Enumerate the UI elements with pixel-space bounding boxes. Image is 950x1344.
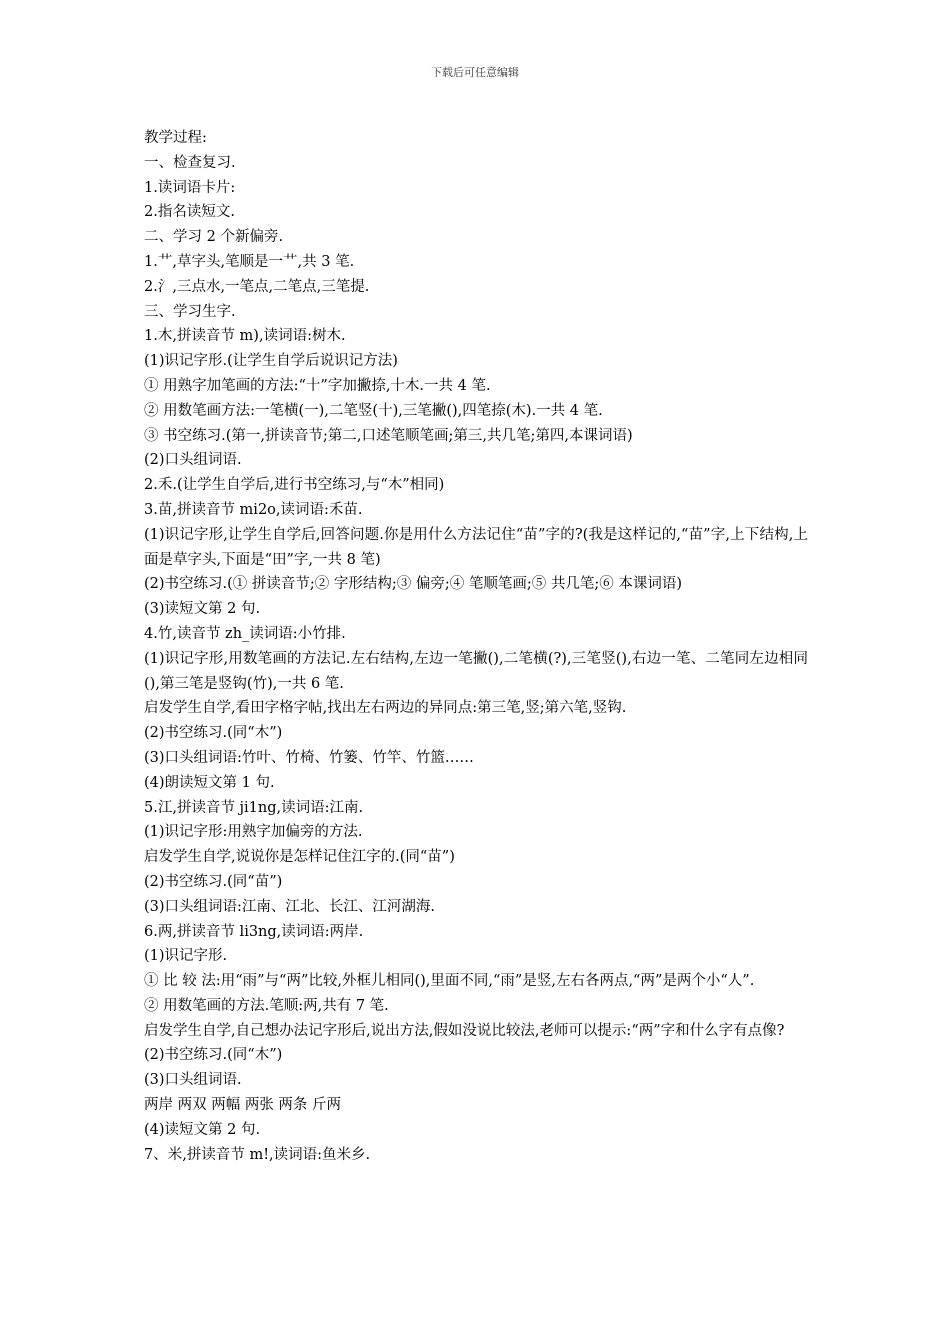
text-line: (2)书空练习.(同“苗”)	[144, 873, 283, 890]
document-body	[144, 126, 808, 1167]
text-line: ② 用数笔画方法:一笔横(一),二笔竖(十),三笔撇(),四笔捺(木).一共 4 笔.	[144, 402, 603, 419]
text-line: 启发学生自学,看田字格字帖,找出左右两边的异同点:第三笔,竖;第六笔,竖钩.	[144, 700, 627, 717]
text-line: 教学过程:	[144, 130, 207, 146]
text-line: 二、学习 2 个新偏旁.	[144, 229, 284, 246]
text-paragraph: (1)识记字形,让学生自学后,回答问题.你是用什么方法记住“苗”字的?(我是这样记的,“苗”字,上下结构,上面是草字头,下面是“田”字,一共 8 笔)	[144, 526, 808, 568]
text-line: 1.艹,草字头,笔顺是一艹,共 3 笔.	[144, 253, 355, 270]
text-line: (3)口头组词语:竹叶、竹椅、竹篓、竹竿、竹篮……	[144, 749, 474, 766]
page-header: 下载后可任意编辑	[431, 66, 519, 79]
text-line: ② 用数笔画的方法.笔顺:两,共有 7 笔.	[144, 997, 389, 1014]
text-line: ③ 书空练习.(第一,拼读音节;第二,口述笔顺笔画;第三,共几笔;第四,本课词语)	[144, 427, 633, 444]
text-line: (1)识记字形:用熟字加偏旁的方法.	[144, 824, 363, 841]
text-line: (2)口头组词语.	[144, 452, 242, 469]
text-line: (2)书空练习.(同“木”)	[144, 1047, 283, 1064]
text-line: 一、检查复习.	[144, 154, 236, 171]
text-line: 1.读词语卡片:	[144, 179, 236, 196]
text-line: 7、米,拼读音节 m!,读词语:鱼米乡.	[144, 1146, 371, 1163]
text-line: 4.竹,读音节 zh_读词语:小竹排.	[144, 625, 346, 642]
text-paragraph: (1)识记字形,用数笔画的方法记.左右结构,左边一笔撇(),二笔横(?),三笔竖(),右边一笔、二笔同左边相同(),第三笔是竖钩(竹),一共 6 笔.	[144, 650, 808, 692]
text-line: (2)书空练习.(① 拼读音节;② 字形结构;③ 偏旁;④ 笔顺笔画;⑤ 共几笔;⑥ 本课词语)	[144, 576, 683, 593]
text-line: 6.两,拼读音节 li3ng,读词语:两岸.	[144, 923, 364, 940]
text-line: 两岸 两双 两幅 两张 两条 斤两	[144, 1097, 342, 1114]
text-line: (4)朗读短文第 1 句.	[144, 774, 275, 791]
text-line: 三、学习生字.	[144, 303, 236, 320]
text-line: (3)口头组词语.	[144, 1072, 242, 1089]
text-line: (3)口头组词语:江南、江北、长江、江河湖海.	[144, 898, 436, 915]
text-line: (1)识记字形.(让学生自学后说识记方法)	[144, 353, 398, 370]
text-line: (3)读短文第 2 句.	[144, 601, 261, 618]
text-paragraph: 启发学生自学,自己想办法记字形后,说出方法,假如没说比较法,老师可以提示:“两”字和什么字有点像?	[144, 1022, 785, 1039]
text-line: 3.苗,拼读音节 mi2o,读词语:禾苗.	[144, 501, 363, 518]
text-line: (2)书空练习.(同“木”)	[144, 725, 283, 742]
text-line: ① 用熟字加笔画的方法:“十”字加撇捺,十木.一共 4 笔.	[144, 377, 491, 394]
text-line: 2.指名读短文.	[144, 204, 235, 221]
text-line: 5.江,拼读音节 ji1ng,读词语:江南.	[144, 799, 364, 816]
text-paragraph: ① 比 较 法:用“雨”与“两”比较,外框儿相同(),里面不同,“雨”是竖,左右各两点,“两”是两个小“人”.	[144, 973, 755, 990]
text-line: 2.禾.(让学生自学后,进行书空练习,与“木”相同)	[144, 477, 445, 494]
text-line: (4)读短文第 2 句.	[144, 1121, 261, 1138]
text-line: (1)识记字形.	[144, 948, 228, 965]
text-line: 2.氵,三点水,一笔点,二笔点,三笔提.	[144, 278, 370, 295]
text-line: 1.木,拼读音节 m),读词语:树木.	[144, 328, 346, 345]
text-line: 启发学生自学,说说你是怎样记住江字的.(同“苗”)	[144, 849, 455, 866]
